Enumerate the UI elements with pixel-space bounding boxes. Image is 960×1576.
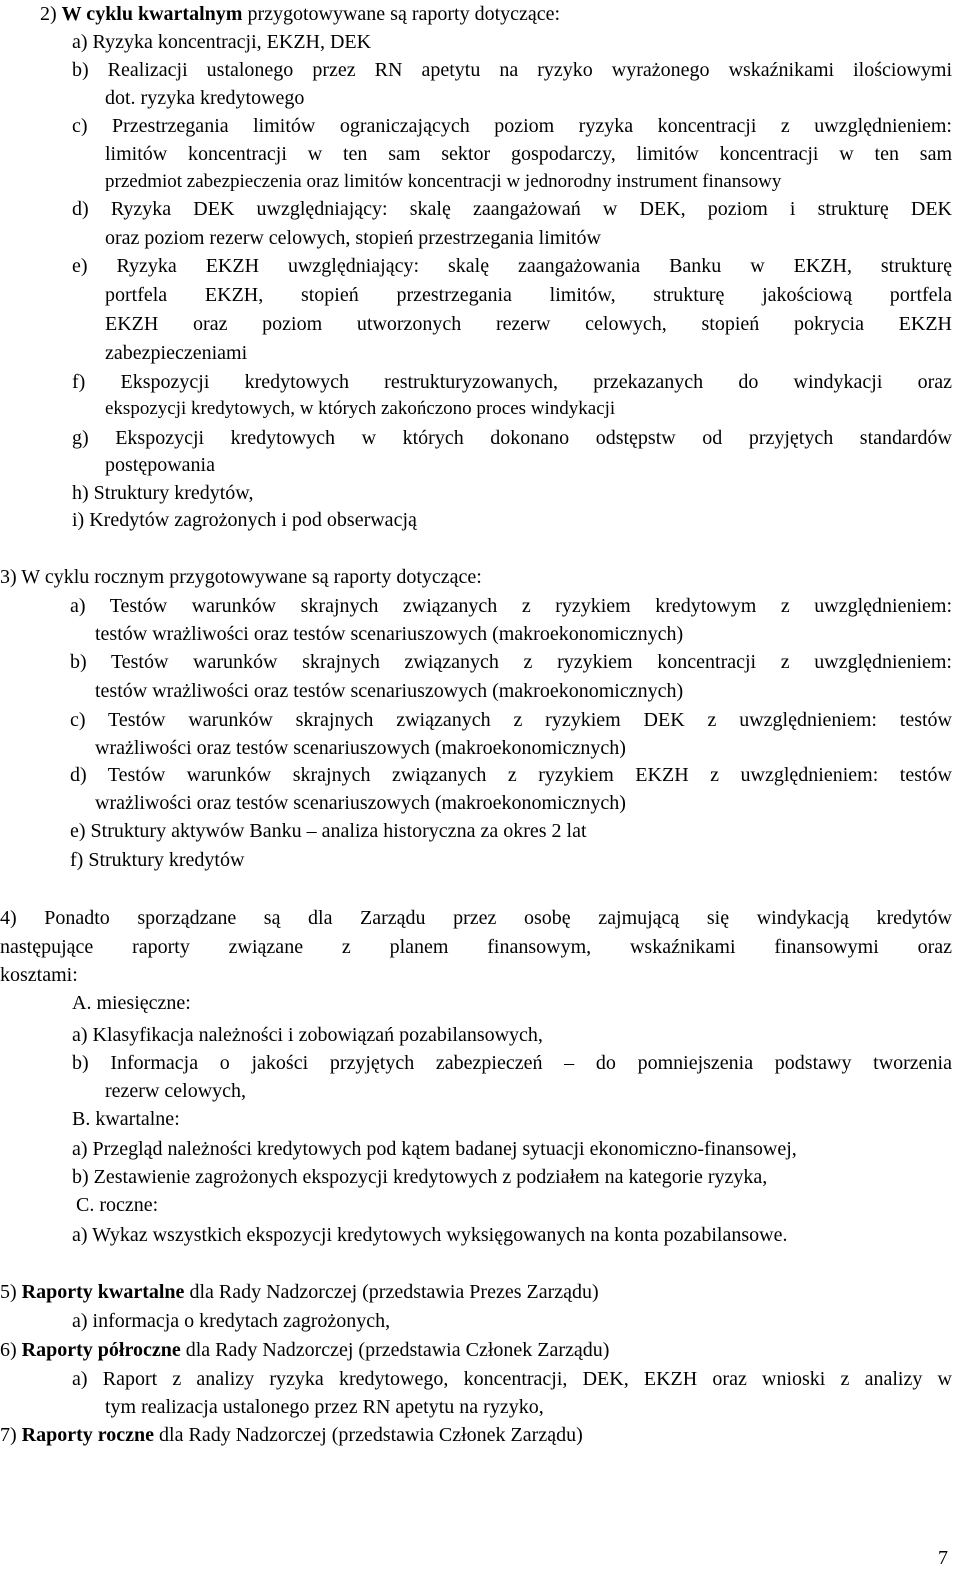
page-number: 7	[938, 1547, 948, 1569]
text-line: testów wrażliwości oraz testów scenariuszowych (makroekonomicznych)	[95, 623, 684, 645]
text-line: postępowania	[105, 454, 215, 476]
bold-heading: W cyklu kwartalnym	[61, 3, 243, 25]
text-line: portfela EKZH, stopień przestrzegania limitów, strukturę jakościową portfela	[105, 284, 952, 306]
text-line: h) Struktury kredytów,	[72, 482, 254, 504]
bold-heading: Raporty kwartalne	[21, 1281, 185, 1303]
text-line: limitów koncentracji w ten sam sektor gospodarczy, limitów koncentracji w ten sam	[105, 143, 952, 165]
text-line: b) Informacja o jakości przyjętych zabezpieczeń – do pomniejszenia podstawy tworzenia	[72, 1052, 952, 1074]
line-prefix: 2)	[40, 3, 62, 25]
text-line: c) Przestrzegania limitów ograniczających poziom ryzyka koncentracji z uwzględnieniem:	[72, 115, 952, 137]
text-line: przedmiot zabezpieczenia oraz limitów koncentracji w jednorodny instrument finansowy	[105, 171, 782, 192]
text-line: g) Ekspozycji kredytowych w których dokonano odstępstw od przyjętych standardów	[72, 427, 952, 449]
text-line: a) Raport z analizy ryzyka kredytowego, koncentracji, DEK, EKZH oraz wnioski z analizy w	[72, 1368, 952, 1390]
text-line	[0, 1423, 583, 1447]
text-line: d) Ryzyka DEK uwzględniający: skalę zaangażowań w DEK, poziom i strukturę DEK	[72, 198, 952, 220]
text-line	[40, 2, 560, 26]
text-line: kosztami:	[0, 964, 78, 986]
text-line: a) Testów warunków skrajnych związanych z ryzykiem kredytowym z uwzględnieniem:	[70, 595, 952, 617]
bold-heading: Raporty roczne	[21, 1424, 155, 1446]
text-line: b) Realizacji ustalonego przez RN apetytu na ryzyko wyrażonego wskaźnikami ilościowymi	[72, 59, 952, 81]
text-line: i) Kredytów zagrożonych i pod obserwacją	[72, 509, 417, 531]
text-line: a) Wykaz wszystkich ekspozycji kredytowych wyksięgowanych na konta pozabilansowe.	[72, 1224, 788, 1246]
text-line	[0, 1280, 599, 1304]
text-line: b) Zestawienie zagrożonych ekspozycji kredytowych z podziałem na kategorie ryzyka,	[72, 1166, 768, 1188]
line-prefix: 6)	[0, 1339, 22, 1361]
text-line: rezerw celowych,	[105, 1080, 247, 1102]
text-line: a) Klasyfikacja należności i zobowiązań pozabilansowych,	[72, 1024, 543, 1046]
bold-heading: Raporty półroczne	[21, 1339, 181, 1361]
text-line: C. roczne:	[76, 1194, 159, 1216]
text-line: A. miesięczne:	[72, 992, 191, 1014]
text-line: e) Struktury aktywów Banku – analiza historyczna za okres 2 lat	[70, 820, 587, 842]
line-suffix: przygotowywane są raporty dotyczące:	[242, 3, 561, 25]
text-line: wrażliwości oraz testów scenariuszowych (makroekonomicznych)	[95, 792, 626, 814]
text-line: c) Testów warunków skrajnych związanych z ryzykiem DEK z uwzględnieniem: testów	[70, 709, 952, 731]
text-line: a) Ryzyka koncentracji, EKZH, DEK	[72, 31, 372, 53]
line-prefix: 5)	[0, 1281, 22, 1303]
text-line: tym realizacja ustalonego przez RN apetytu na ryzyko,	[105, 1396, 544, 1418]
line-prefix: 7)	[0, 1424, 22, 1446]
text-line: f) Ekspozycji kredytowych restrukturyzowanych, przekazanych do windykacji oraz	[72, 371, 952, 393]
text-line: a) informacja o kredytach zagrożonych,	[72, 1310, 391, 1332]
line-suffix: dla Rady Nadzorczej (przedstawia Prezes Zarządu)	[184, 1281, 599, 1303]
text-line: f) Struktury kredytów	[70, 849, 245, 871]
line-suffix: dla Rady Nadzorczej (przedstawia Członek Zarządu)	[154, 1424, 583, 1446]
text-line: testów wrażliwości oraz testów scenariuszowych (makroekonomicznych)	[95, 680, 684, 702]
text-line: B. kwartalne:	[72, 1108, 180, 1130]
text-line: zabezpieczeniami	[105, 342, 248, 364]
text-line: następujące raporty związane z planem finansowym, wskaźnikami finansowymi oraz	[0, 936, 952, 958]
text-line: oraz poziom rezerw celowych, stopień przestrzegania limitów	[105, 227, 601, 249]
text-line: 4) Ponadto sporządzane są dla Zarządu przez osobę zajmującą się windykacją kredytów	[0, 907, 952, 929]
text-line: a) Przegląd należności kredytowych pod kątem badanej sytuacji ekonomiczno-finansowej,	[72, 1138, 797, 1160]
text-line: d) Testów warunków skrajnych związanych z ryzykiem EKZH z uwzględnieniem: testów	[70, 764, 952, 786]
text-line: ekspozycji kredytowych, w których zakończono proces windykacji	[105, 398, 616, 419]
text-line: b) Testów warunków skrajnych związanych z ryzykiem koncentracji z uwzględnieniem:	[70, 651, 952, 673]
text-line: EKZH oraz poziom utworzonych rezerw celowych, stopień pokrycia EKZH	[105, 313, 952, 335]
text-line: dot. ryzyka kredytowego	[105, 87, 305, 109]
text-line: e) Ryzyka EKZH uwzględniający: skalę zaangażowania Banku w EKZH, strukturę	[72, 255, 952, 277]
text-line: wrażliwości oraz testów scenariuszowych (makroekonomicznych)	[95, 737, 626, 759]
line-suffix: dla Rady Nadzorczej (przedstawia Członek Zarządu)	[180, 1339, 610, 1361]
text-line: 3) W cyklu rocznym przygotowywane są raporty dotyczące:	[0, 566, 482, 588]
text-line	[0, 1338, 609, 1362]
